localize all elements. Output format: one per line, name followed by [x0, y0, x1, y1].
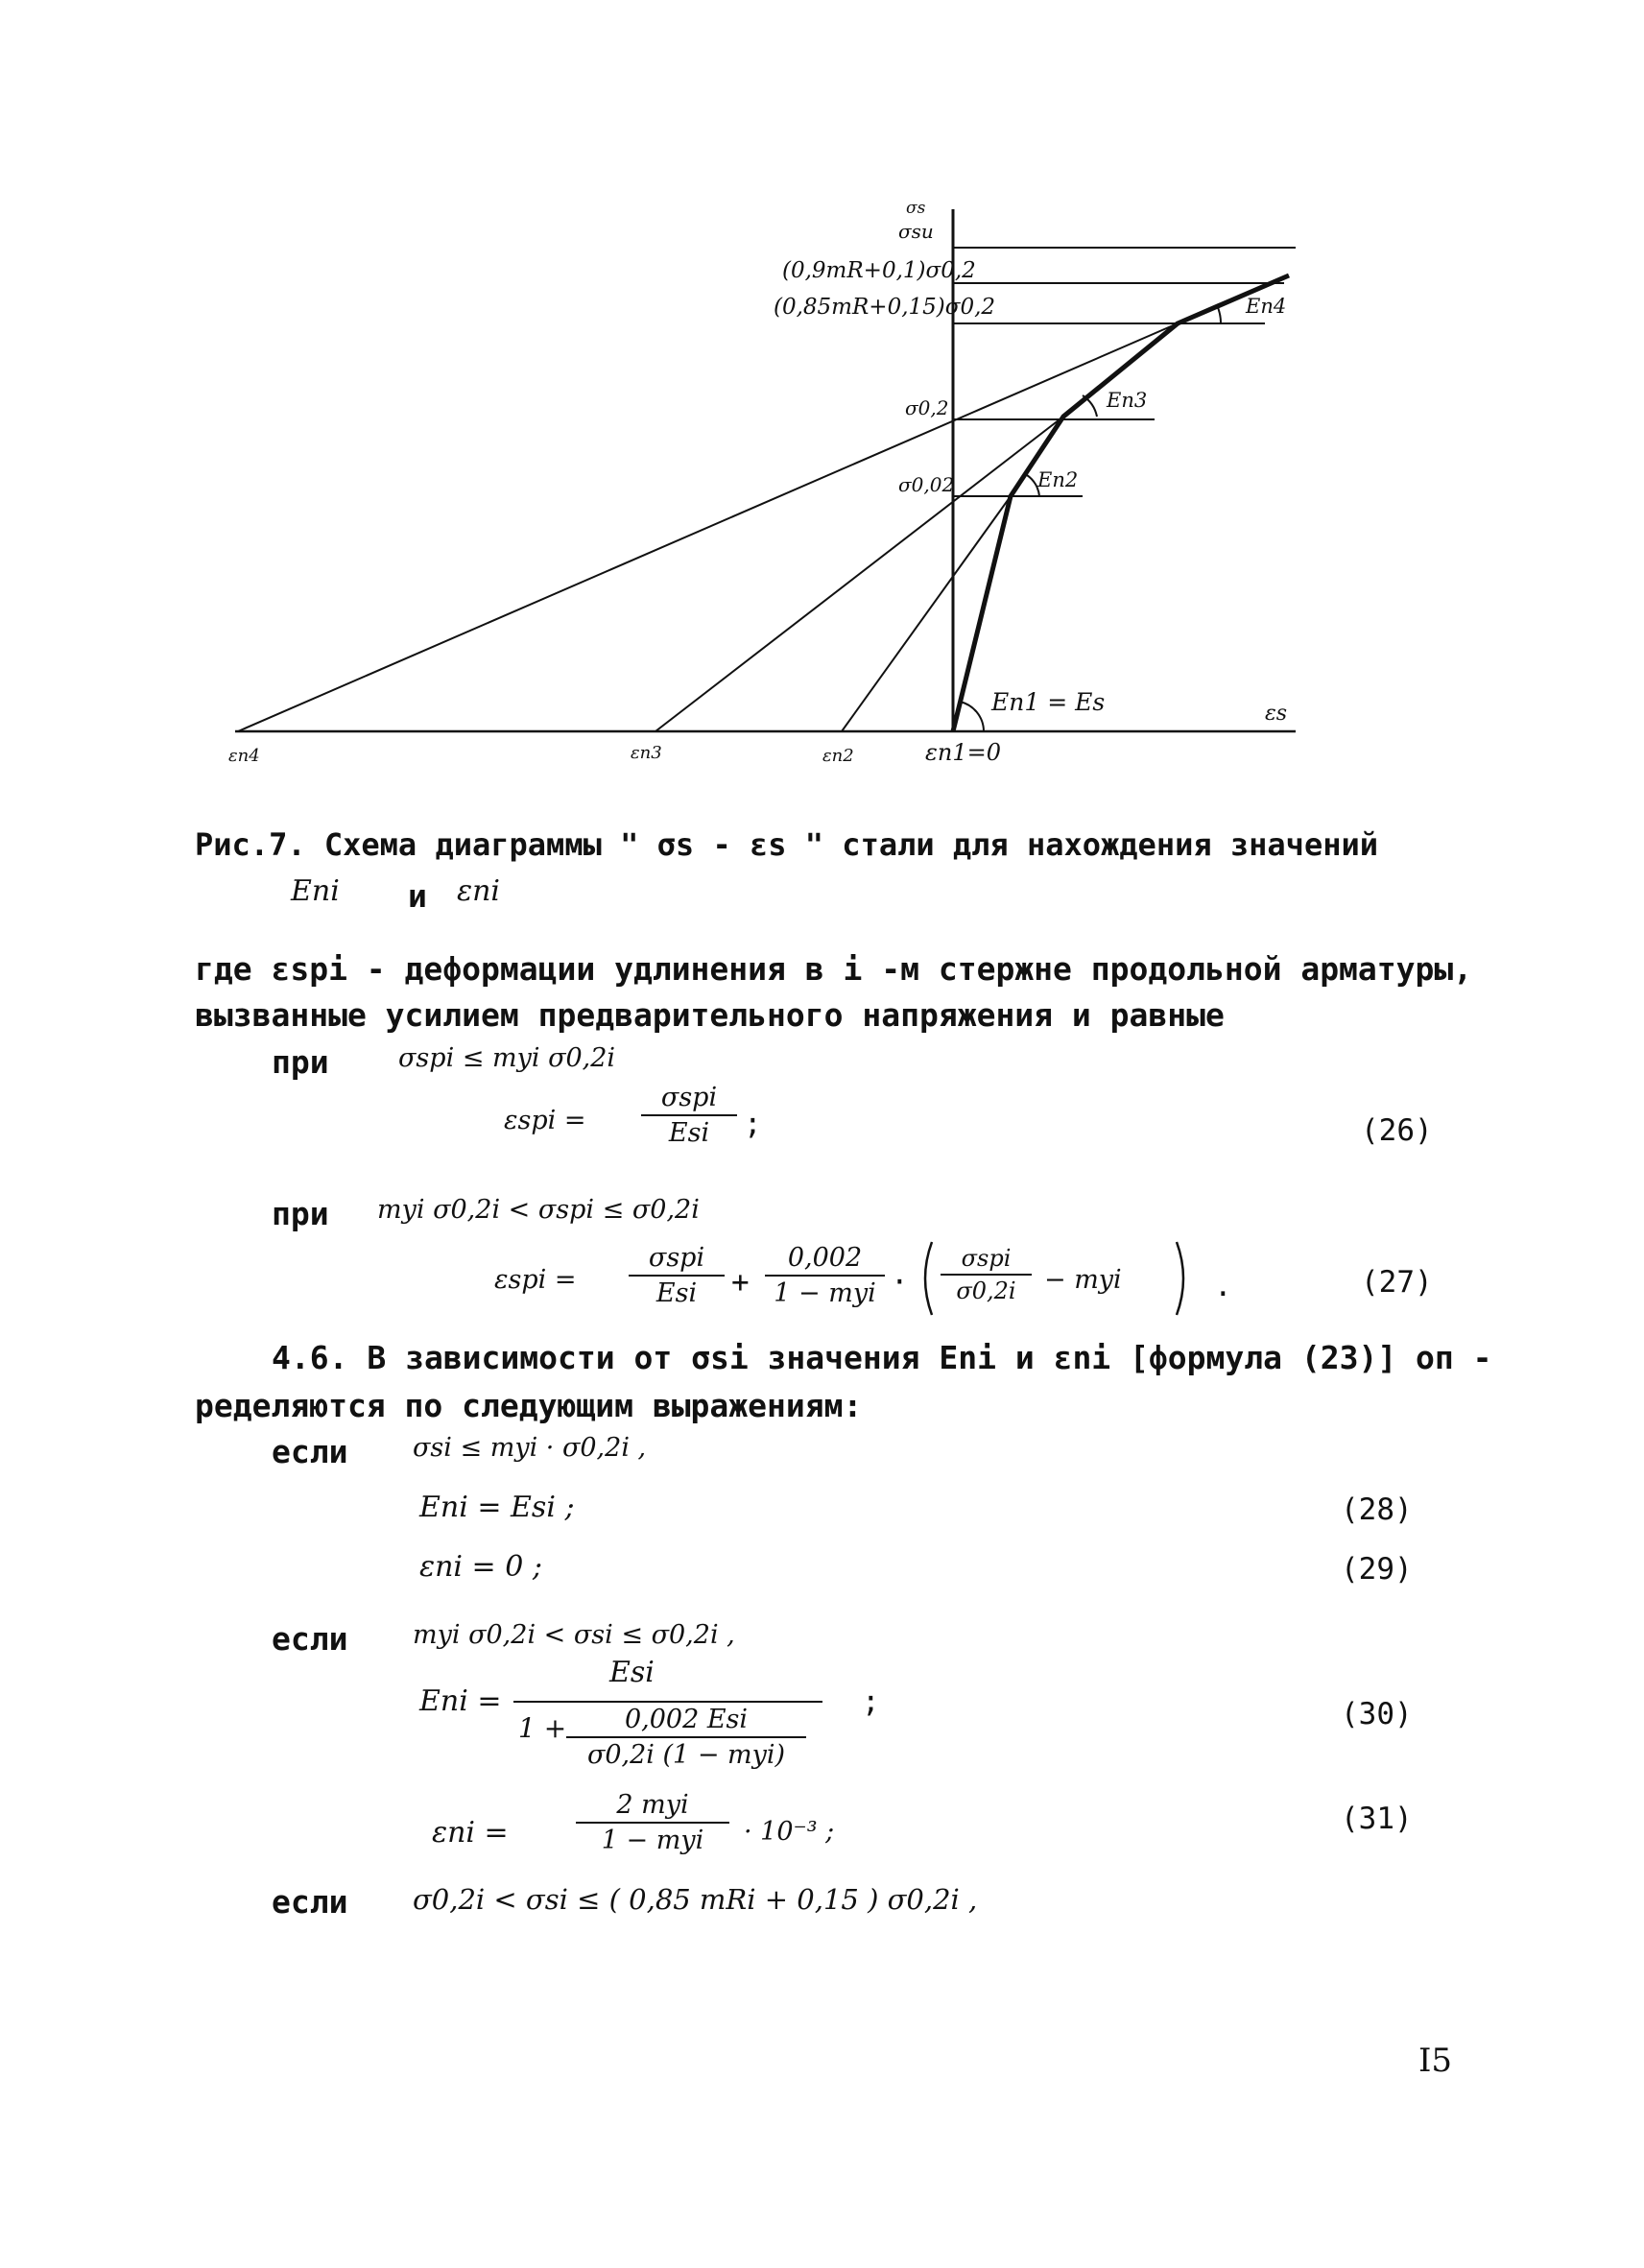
- eq30-numerator: Esi: [609, 1656, 655, 1689]
- eq31-number: (31): [1341, 1802, 1413, 1836]
- secant-n3: [655, 417, 1063, 731]
- label-En3: En3: [1107, 389, 1148, 412]
- angle-arc-n1: [960, 702, 984, 731]
- eq29-number: (29): [1341, 1552, 1413, 1587]
- eq26-fraction: [641, 1083, 737, 1148]
- label-epsilon-s: εs: [1265, 702, 1288, 726]
- eq26-lhs: εspi =: [504, 1106, 586, 1135]
- label-085-level: (0,85mR+0,15)σ0,2: [774, 295, 996, 320]
- eq27-denominator-2: 1 − myi: [774, 1278, 876, 1308]
- eq30-main-bar: [513, 1701, 822, 1703]
- eq30-one-plus: 1 +: [518, 1712, 567, 1744]
- eq30-semicolon: ;: [862, 1684, 880, 1719]
- eq26-semicolon: ;: [744, 1107, 762, 1141]
- label-sigma-s: σs: [906, 199, 926, 218]
- section-4-6-line2: ределяются по следующим выражениям:: [195, 1387, 863, 1424]
- when-label-1: при: [272, 1043, 329, 1081]
- label-sigma-su: σsu: [898, 220, 934, 243]
- diagram-curve: [953, 275, 1289, 731]
- eq26-number: (26): [1361, 1113, 1433, 1148]
- eq26-numerator: σspi: [660, 1083, 718, 1112]
- label-09-level: (0,9mR+0,1)σ0,2: [782, 258, 976, 283]
- eq27-fraction-2: [765, 1243, 885, 1308]
- condition-3: σsi ≤ myi · σ0,2i ,: [413, 1433, 647, 1463]
- eq27-denominator-3: σ0,2i: [956, 1277, 1016, 1304]
- eq26-denominator: Esi: [668, 1118, 710, 1148]
- eq27-lhs: εspi =: [494, 1265, 577, 1295]
- label-En1: En1 = Es: [991, 688, 1106, 716]
- when-label-2: при: [272, 1195, 329, 1232]
- eq27-fraction-3: [941, 1245, 1032, 1304]
- eq27-denominator-1: Esi: [655, 1278, 698, 1308]
- label-En2: En2: [1037, 468, 1079, 491]
- label-sigma-002: σ0,02: [898, 473, 955, 496]
- secant-n2: [842, 496, 1011, 731]
- eq27-paren-right: [1173, 1240, 1192, 1317]
- if-label-3: если: [272, 1883, 348, 1921]
- condition-4: myi σ0,2i < σsi ≤ σ0,2i ,: [413, 1620, 735, 1650]
- label-eps-n4: εn4: [228, 746, 260, 766]
- where-paragraph-line2: вызванные усилием предварительного напряжения и равные: [195, 996, 1225, 1034]
- eq28: Eni = Esi ;: [419, 1491, 575, 1524]
- stress-strain-diagram: [0, 0, 1644, 768]
- angle-arc-n4: [1217, 305, 1221, 323]
- eq28-number: (28): [1341, 1492, 1413, 1527]
- condition-5: σ0,2i < σsi ≤ ( 0,85 mRi + 0,15 ) σ0,2i ,: [413, 1883, 978, 1916]
- eq30-inner-denominator: σ0,2i (1 − myi): [586, 1740, 786, 1770]
- eq31-lhs: εni =: [432, 1816, 509, 1850]
- label-eps-n3: εn3: [631, 743, 662, 763]
- label-sigma-02: σ0,2: [905, 396, 949, 419]
- eq29: εni = 0 ;: [419, 1550, 542, 1584]
- eq27-minus-myi: − myi: [1044, 1265, 1122, 1295]
- eq30-lhs: Eni =: [419, 1684, 502, 1718]
- figure-caption: Рис.7. Схема диаграммы " σs - εs " стали для нахождения значений: [195, 826, 1378, 863]
- eq27-numerator-3: σspi: [961, 1245, 1012, 1272]
- eq30-inner-numerator: 0,002 Esi: [624, 1705, 749, 1734]
- page-number: I5: [1418, 2041, 1453, 2080]
- condition-2: myi σ0,2i < σspi ≤ σ0,2i: [377, 1195, 700, 1225]
- section-4-6-line1: 4.6. В зависимости от σsi значения Eni и εni [формула (23)] оп -: [272, 1339, 1492, 1376]
- label-eps-n1: εn1=0: [925, 739, 1001, 766]
- eq31-numerator: 2 myi: [616, 1790, 689, 1820]
- eq27-numerator-1: σspi: [648, 1243, 705, 1273]
- condition-1: σspi ≤ myi σ0,2i: [398, 1043, 616, 1073]
- eq30-inner-fraction: [566, 1705, 806, 1770]
- caption-and: и: [408, 877, 427, 915]
- if-label-2: если: [272, 1620, 348, 1658]
- caption-eps-ni: εni: [457, 874, 501, 908]
- eq30-number: (30): [1341, 1697, 1413, 1731]
- where-paragraph-line1: где εspi - деформации удлинения в i -м стержне продольной арматуры,: [195, 950, 1473, 988]
- eq27-dot: ·: [891, 1265, 909, 1300]
- eq27-paren-left: [917, 1240, 936, 1317]
- eq27-fraction-1: [629, 1243, 725, 1308]
- eq27-period: .: [1214, 1269, 1232, 1303]
- eq27-number: (27): [1361, 1265, 1433, 1300]
- label-En4: En4: [1246, 295, 1287, 318]
- caption-Eni: Eni: [291, 874, 340, 908]
- label-eps-n2: εn2: [822, 746, 854, 766]
- eq27-plus: +: [731, 1265, 750, 1300]
- eq27-numerator-2: 0,002: [787, 1243, 863, 1273]
- eq31-fraction: [576, 1790, 729, 1855]
- secant-n4: [238, 323, 1178, 731]
- if-label-1: если: [272, 1433, 348, 1470]
- eq31-denominator: 1 − myi: [601, 1826, 704, 1855]
- eq31-tail: · 10⁻³ ;: [744, 1817, 835, 1847]
